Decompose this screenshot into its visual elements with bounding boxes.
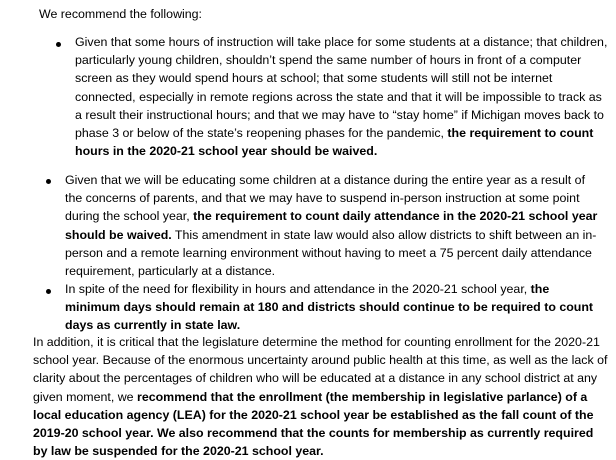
bullet-3-text: In spite of the need for flexibility in hours and attendance in the 2020-21 school year, <box>65 282 531 296</box>
bullet-2-bold: the requirement to count daily attendance in the 2020-21 school year should be waived. <box>65 209 598 242</box>
closing-bold: recommend that the enrollment (the membership in legislative parlance) of a local education agency (LEA) for the 2020-21 school year be established as the fall count of the 2019-20 school year. We also recommend that the counts for membership as currently required by law be suspended for the 2020-21 school year. <box>33 389 594 459</box>
closing-text: In addition, it is critical that the legislature determine the method for counting enrollment for the 2020-21 school year. Because of the enormous uncertainty around public health at this time, as well as the lack of clarity about the percentages of children who will be educated at a distance in any school district at any given moment, we <box>33 335 608 404</box>
bullet-paragraph-3 <box>65 280 600 335</box>
bullet-2-after: This amendment in state law would also allow districts to shift between an in-person and a remote learning environment without having to meet a 75 percent daily attendance requirement, particularly at a distance. <box>65 227 597 279</box>
intro-line: We recommend the following: <box>39 7 202 21</box>
closing-paragraph <box>33 333 609 460</box>
bullet-paragraph-1 <box>75 33 612 160</box>
bullet-paragraph-2 <box>65 171 605 280</box>
bullet-1-text: Given that some hours of instruction will take place for some students at a distance; that children, particularly young children, shouldn’t spend the same number of hours in front of a computer screen as they would spend hours at school; that some students will still not be internet connected, especially in remote regions across the state and that it will be impossible to track as a result their instructional hours; and that we may have to “stay home” if Michigan moves back to phase 3 or below of the state’s reopening phases for the pandemic, <box>75 35 608 141</box>
bullet-dot <box>46 179 51 184</box>
bullet-2-text: Given that we will be educating some children at a distance during the entire year as a result of the concerns of parents, and that we may have to suspend in-person instruction at some point during the school year, <box>65 173 586 224</box>
bullet-dot <box>56 42 61 47</box>
bullet-1-bold: the requirement to count hours in the 2020-21 school year should be waived. <box>75 126 594 159</box>
bullet-dot <box>46 289 51 294</box>
bullet-3-bold: the minimum days should remain at 180 and districts should continue to be required to count days as currently in state law. <box>65 282 594 333</box>
